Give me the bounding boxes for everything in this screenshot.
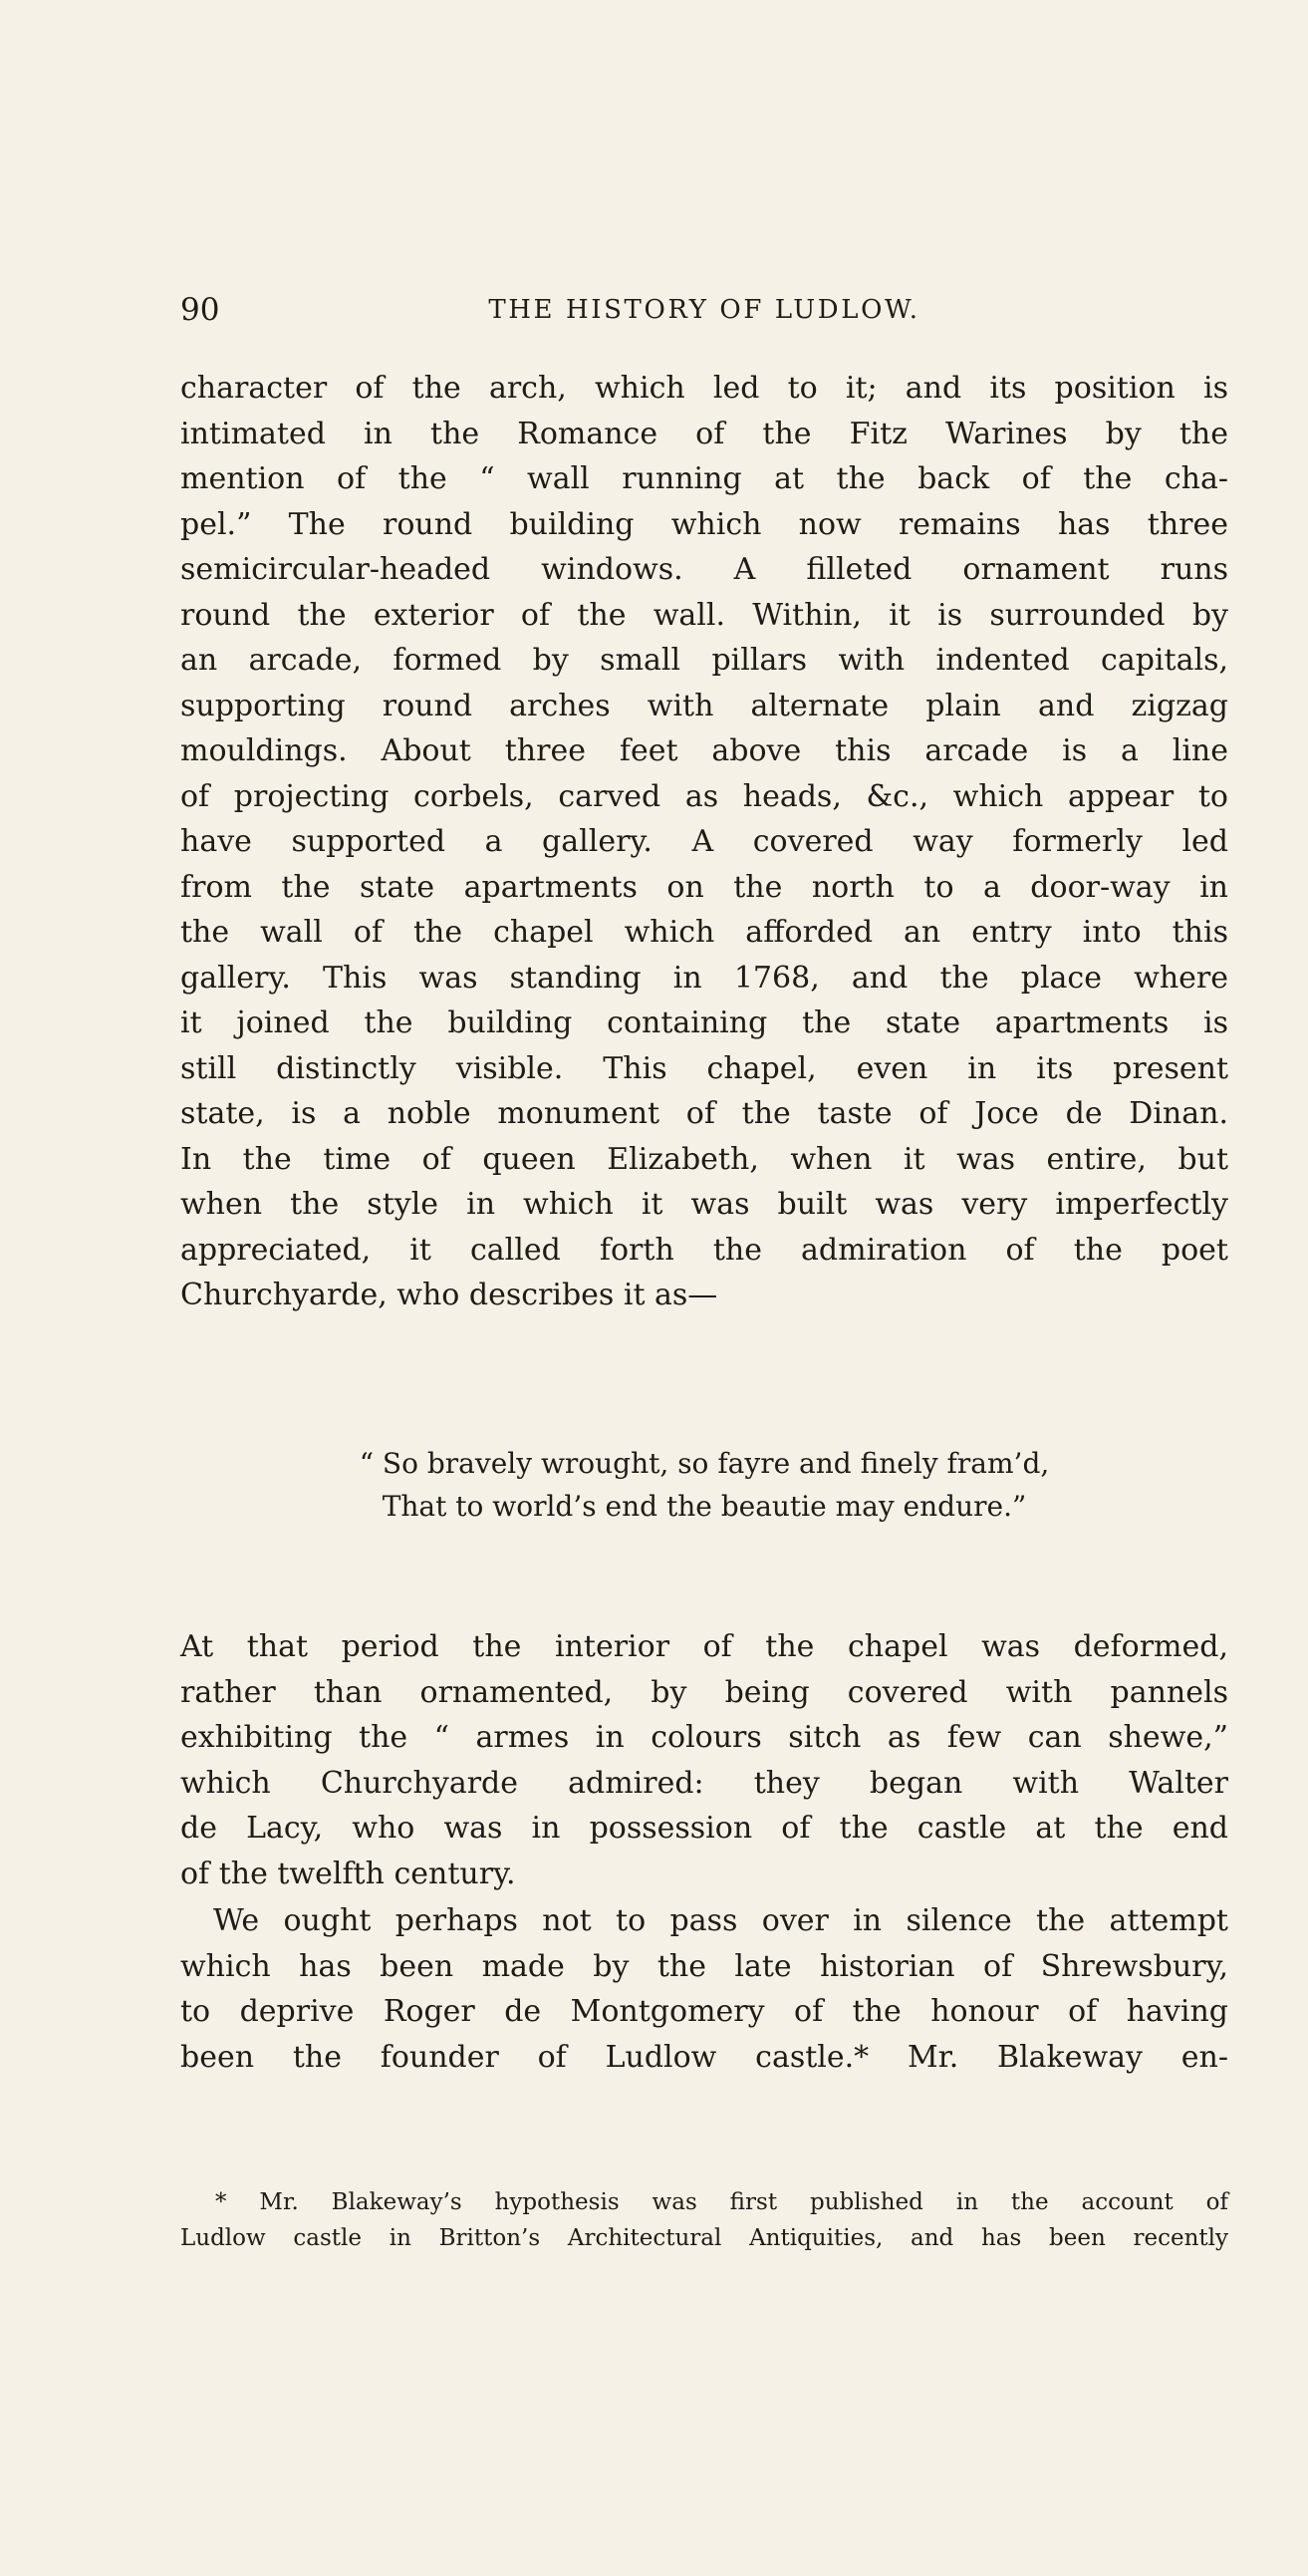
text-line: from the state apartments on the north to a door-way in (180, 869, 1228, 905)
text-line: when the style in which it was built was very imperfectly (180, 1187, 1228, 1222)
text-line: it joined the building containing the state apartments is (180, 1005, 1228, 1040)
text-line: mention of the “ wall running at the back of the cha- (180, 461, 1228, 496)
text-line: which Churchyarde admired: they began with Walter (180, 1765, 1228, 1801)
text-line: gallery. This was standing in 1768, and the place where (180, 960, 1228, 996)
text-line: appreciated, it called forth the admiration of the poet (180, 1232, 1228, 1268)
text-line: exhibiting the “ armes in colours sitch as few can shewe,” (180, 1720, 1228, 1755)
footnote-line: Ludlow castle in Britton’s Architectural Antiquities, and has been recently (180, 2225, 1228, 2251)
text-line: In the time of queen Elizabeth, when it was entire, but (180, 1141, 1228, 1177)
footnote (180, 2184, 1228, 2256)
text-line: round the exterior of the wall. Within, it is surrounded by (180, 597, 1228, 633)
page-number: 90 (180, 292, 220, 328)
verse-line: “ So bravely wrought, so fayre and finely fram’d, (359, 1447, 1050, 1480)
text-line: still distinctly visible. This chapel, even in its present (180, 1050, 1228, 1086)
text-line: state, is a noble monument of the taste of Joce de Dinan. (180, 1096, 1228, 1131)
page-header (180, 290, 1228, 330)
text-line: pel.” The round building which now remains has three (180, 506, 1228, 542)
text-line: supporting round arches with alternate plain and zigzag (180, 688, 1228, 723)
text-line: of the twelfth century. (180, 1856, 516, 1891)
text-line: Churchyarde, who describes it as— (180, 1278, 718, 1312)
text-line: character of the arch, which led to it; and its position is (180, 371, 1228, 406)
text-line: de Lacy, who was in possession of the castle at the end (180, 1811, 1228, 1846)
text-line: intimated in the Romance of the Fitz Warines by the (180, 416, 1228, 451)
text-line: to deprive Roger de Montgomery of the honour of having (180, 1994, 1228, 2029)
paragraph-chapel-description (180, 366, 1228, 1318)
text-line: the wall of the chapel which afforded an entry into this (180, 915, 1228, 950)
text-line: semicircular-headed windows. A filleted ornament runs (180, 552, 1228, 587)
text-line: an arcade, formed by small pillars with indented capitals, (180, 643, 1228, 678)
text-line: which has been made by the late historian of Shrewsbury, (180, 1948, 1228, 1984)
verse-line: That to world’s end the beautie may endure.” (382, 1490, 1027, 1523)
paragraph-interior-deformed (180, 1624, 1228, 1896)
running-title: THE HISTORY OF LUDLOW. (488, 295, 920, 325)
paragraph-montgomery (180, 1898, 1228, 2080)
text-line: At that period the interior of the chapel was deformed, (180, 1629, 1228, 1664)
text-line: have supported a gallery. A covered way formerly led (180, 824, 1228, 859)
text-line: mouldings. About three feet above this arcade is a line (180, 733, 1228, 768)
text-line: We ought perhaps not to pass over in silence the attempt (213, 1903, 1228, 1938)
text-line: been the founder of Ludlow castle.* Mr. Blakeway en- (180, 2039, 1228, 2075)
text-line: rather than ornamented, by being covered with pannels (180, 1674, 1228, 1710)
verse-quotation (180, 1442, 1228, 1528)
footnote-line: * Mr. Blakeway’s hypothesis was first published in the account of (215, 2189, 1228, 2215)
text-line: of projecting corbels, carved as heads, &c., which appear to (180, 778, 1228, 814)
